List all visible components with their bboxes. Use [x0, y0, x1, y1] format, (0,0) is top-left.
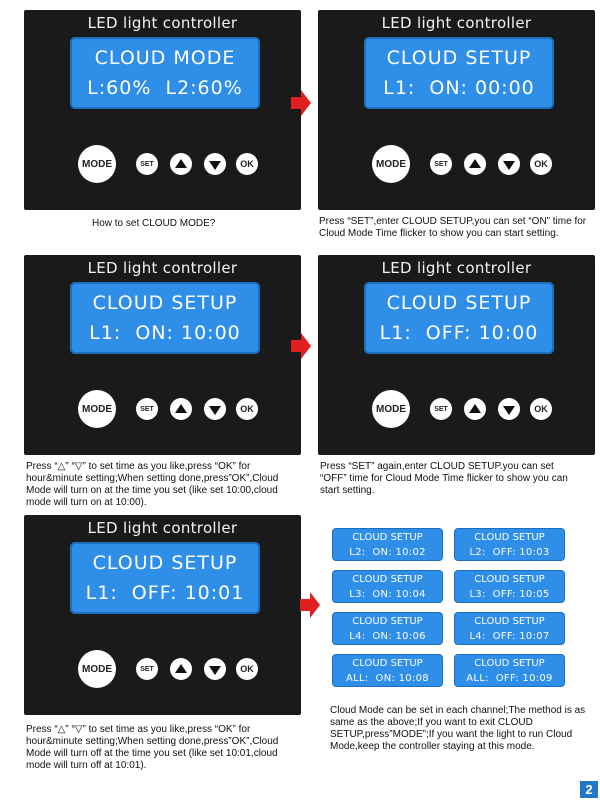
up-triangle-icon: [469, 159, 481, 168]
mini-line-1: CLOUD SETUP: [352, 532, 423, 543]
set-button[interactable]: SET: [136, 398, 158, 420]
set-button[interactable]: SET: [430, 153, 452, 175]
mini-line-1: CLOUD SETUP: [474, 574, 545, 585]
up-triangle-icon: [469, 404, 481, 413]
right-arrow-icon: [291, 90, 311, 116]
button-row: [318, 145, 595, 185]
lcd-display: [70, 282, 260, 354]
mode-button[interactable]: MODE: [78, 650, 116, 688]
mini-line-2: L3: OFF: 10:05: [469, 589, 550, 600]
lcd-line-1: CLOUD MODE: [94, 47, 236, 69]
caption-4: Press “SET” again,enter CLOUD SETUP.you can set “OFF” time for Cloud Mode Time flicker to show you can start setting.: [320, 461, 568, 496]
caption-1: How to set CLOUD MODE?: [92, 218, 216, 229]
caption-6: Cloud Mode can be set in each channel;The method is as same as the above;If you want to exit CLOUD SETUP,press”MODE”;If you want the light to run Cloud Mode,keep the controller staying at this mode.: [330, 705, 586, 752]
mini-line-1: CLOUD SETUP: [474, 532, 545, 543]
up-button[interactable]: [464, 398, 486, 420]
caption-2: Press “SET”,enter CLOUD SETUP,you can set “ON” time for Cloud Mode Time flicker to show you can start setting.: [319, 216, 587, 239]
mini-display: [454, 570, 565, 603]
mode-button[interactable]: MODE: [78, 145, 116, 183]
mini-line-2: L2: OFF: 10:03: [469, 547, 550, 558]
caption-5: Press “△” “▽” to set time as you like,press “OK” for hour&minute setting;When setting done,press”OK”,Cloud Mode will turn off at the time you set (like set 10:01,cloud mode will turn off at 10:01).: [26, 724, 279, 771]
mini-display: [454, 528, 565, 561]
lcd-line-2: L:60% L2:60%: [87, 77, 243, 99]
mode-button[interactable]: MODE: [78, 390, 116, 428]
page-number-badge: 2: [580, 781, 598, 798]
up-button[interactable]: [170, 398, 192, 420]
down-button[interactable]: [204, 658, 226, 680]
panel-title: LED light controller: [87, 14, 238, 32]
panel-title: LED light controller: [381, 259, 532, 277]
down-triangle-icon: [209, 161, 221, 170]
controller-panel-5: [24, 515, 301, 715]
controller-panel-3: [24, 255, 301, 455]
panel-title: LED light controller: [87, 259, 238, 277]
down-triangle-icon: [503, 406, 515, 415]
set-button[interactable]: SET: [430, 398, 452, 420]
lcd-line-1: CLOUD SETUP: [92, 552, 238, 574]
set-button[interactable]: SET: [136, 153, 158, 175]
mini-line-1: CLOUD SETUP: [352, 616, 423, 627]
down-triangle-icon: [209, 406, 221, 415]
mode-button[interactable]: MODE: [372, 390, 410, 428]
mini-line-1: CLOUD SETUP: [474, 658, 545, 669]
lcd-line-2: L1: OFF: 10:00: [379, 322, 539, 344]
mini-line-1: CLOUD SETUP: [474, 616, 545, 627]
up-triangle-icon: [175, 664, 187, 673]
lcd-line-1: CLOUD SETUP: [386, 292, 532, 314]
ok-button[interactable]: OK: [236, 658, 258, 680]
right-arrow-icon: [291, 333, 311, 359]
controller-panel-1: [24, 10, 301, 210]
panel-title: LED light controller: [381, 14, 532, 32]
mini-display: [454, 654, 565, 687]
lcd-line-2: L1: ON: 10:00: [89, 322, 241, 344]
down-button[interactable]: [204, 153, 226, 175]
lcd-line-1: CLOUD SETUP: [92, 292, 238, 314]
mini-display: [332, 612, 443, 645]
lcd-line-2: L1: OFF: 10:01: [85, 582, 245, 604]
down-triangle-icon: [209, 666, 221, 675]
caption-3: Press “△” “▽” to set time as you like,press “OK” for hour&minute setting;When setting done,press”OK”,Cloud Mode will turn on at the time you set (like set 10:00,cloud mode will turn on at 10:00).: [26, 461, 279, 508]
down-triangle-icon: [503, 161, 515, 170]
mini-line-2: L4: ON: 10:06: [349, 631, 426, 642]
mini-display: [332, 654, 443, 687]
button-row: [24, 390, 301, 430]
ok-button[interactable]: OK: [530, 398, 552, 420]
lcd-display: [70, 37, 260, 109]
mini-line-2: L3: ON: 10:04: [349, 589, 426, 600]
button-row: [24, 145, 301, 185]
set-button[interactable]: SET: [136, 658, 158, 680]
ok-button[interactable]: OK: [236, 398, 258, 420]
ok-button[interactable]: OK: [530, 153, 552, 175]
mini-line-1: CLOUD SETUP: [352, 574, 423, 585]
up-triangle-icon: [175, 404, 187, 413]
controller-panel-4: [318, 255, 595, 455]
lcd-line-1: CLOUD SETUP: [386, 47, 532, 69]
mini-line-1: CLOUD SETUP: [352, 658, 423, 669]
up-triangle-icon: [175, 159, 187, 168]
mini-line-2: L4: OFF: 10:07: [469, 631, 550, 642]
mini-line-2: L2: ON: 10:02: [349, 547, 426, 558]
mini-display: [332, 528, 443, 561]
right-arrow-icon: [300, 592, 320, 618]
up-button[interactable]: [170, 153, 192, 175]
down-button[interactable]: [498, 398, 520, 420]
mini-display: [332, 570, 443, 603]
mini-line-2: ALL: OFF: 10:09: [466, 673, 553, 684]
button-row: [318, 390, 595, 430]
lcd-display: [70, 542, 260, 614]
up-button[interactable]: [464, 153, 486, 175]
button-row: [24, 650, 301, 690]
lcd-display: [364, 282, 554, 354]
down-button[interactable]: [498, 153, 520, 175]
lcd-line-2: L1: ON: 00:00: [383, 77, 535, 99]
panel-title: LED light controller: [87, 519, 238, 537]
up-button[interactable]: [170, 658, 192, 680]
mini-line-2: ALL: ON: 10:08: [346, 673, 429, 684]
down-button[interactable]: [204, 398, 226, 420]
mode-button[interactable]: MODE: [372, 145, 410, 183]
lcd-display: [364, 37, 554, 109]
mini-display: [454, 612, 565, 645]
controller-panel-2: [318, 10, 595, 210]
ok-button[interactable]: OK: [236, 153, 258, 175]
